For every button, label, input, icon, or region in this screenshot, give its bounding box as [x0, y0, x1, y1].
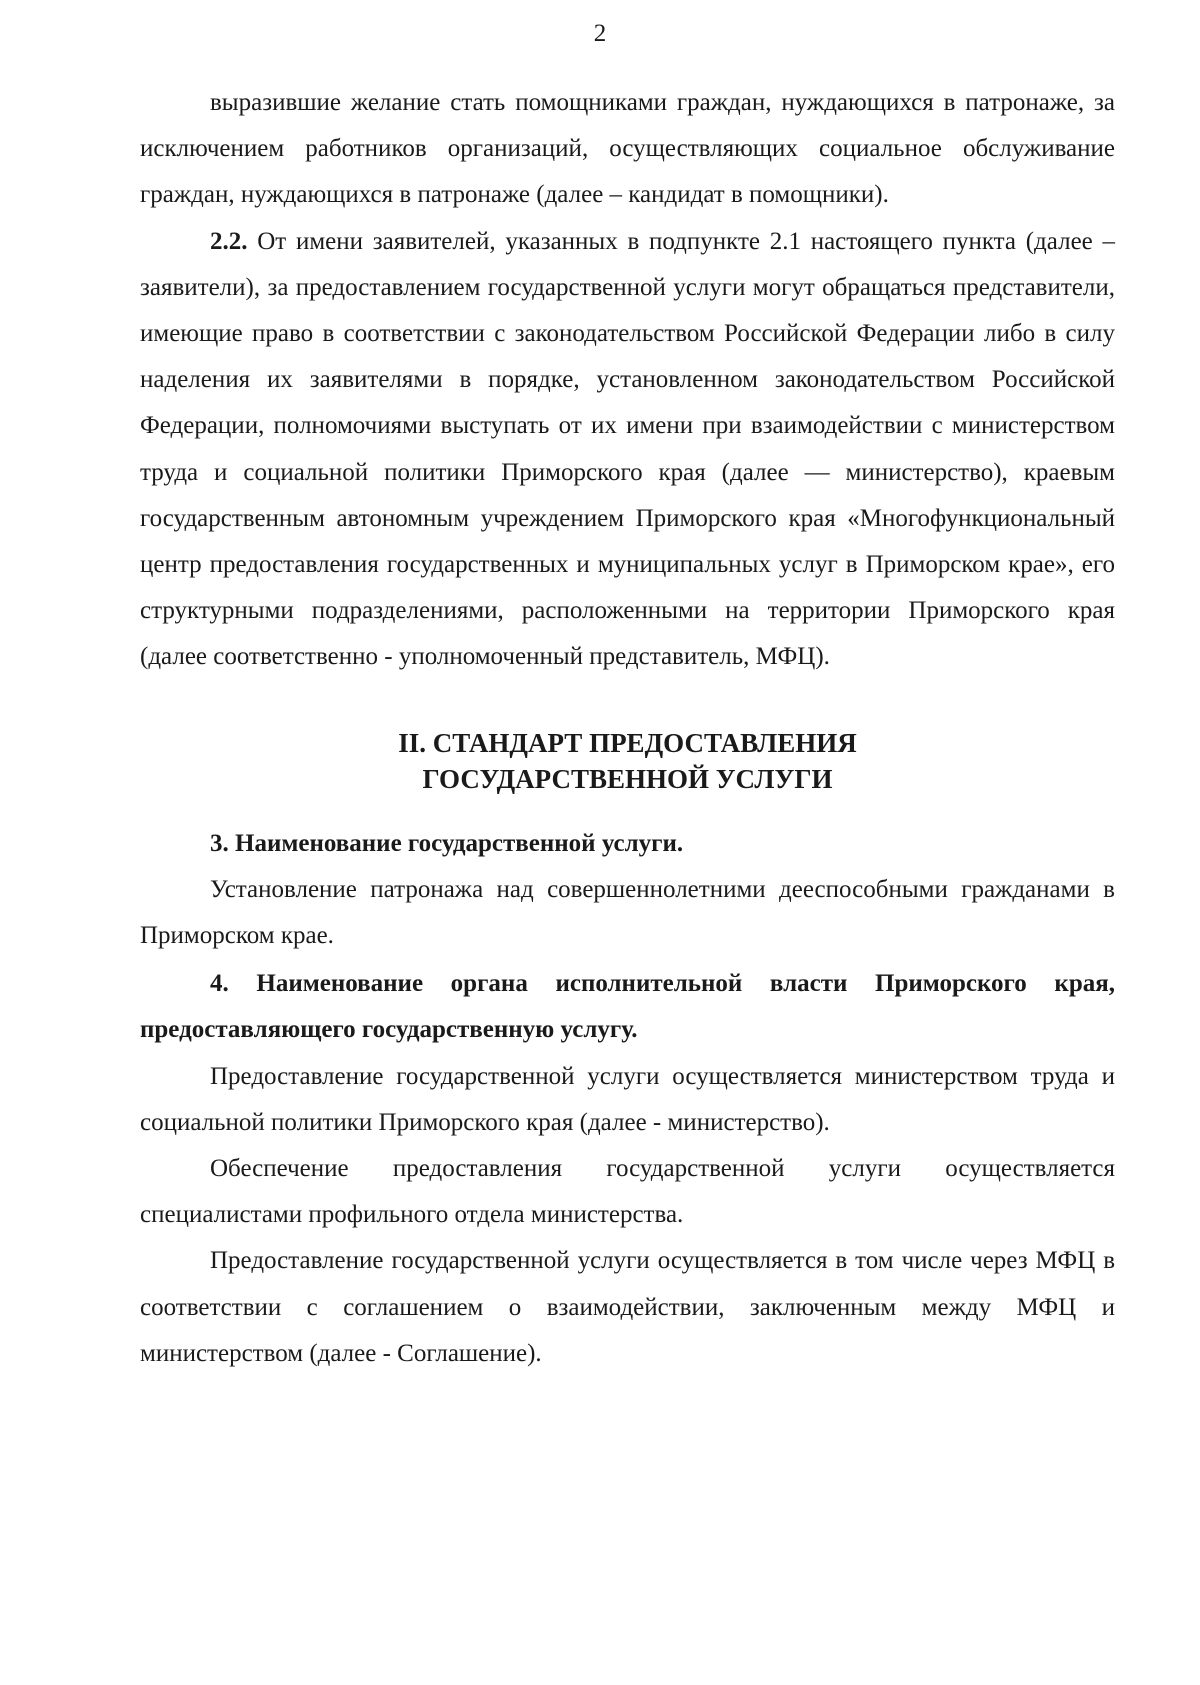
item-4-text-b: Обеспечение предоставления государственной услуги осуществляется специалистами профильного отдела министерства. — [140, 1155, 1115, 1229]
section-heading-line-1: II. СТАНДАРТ ПРЕДОСТАВЛЕНИЯ — [398, 727, 857, 758]
paragraph-candidate-helper: выразившие желание стать помощниками граждан, нуждающихся в патронаже, за исключением работников организаций, осуществляющих социальное обслуживание граждан, нуждающихся в патронаже (далее – кандидат в помощники). — [140, 89, 1115, 209]
section-heading — [140, 725, 1115, 797]
document-body — [140, 80, 1115, 1377]
item-4-text-a: Предоставление государственной услуги осуществляется министерством труда и социальной политики Приморского края (далее - министерство). — [140, 1062, 1115, 1136]
section-heading-line-2: ГОСУДАРСТВЕННОЙ УСЛУГИ — [422, 763, 833, 794]
item-3-heading: 3. Наименование государственной услуги. — [210, 829, 684, 857]
paragraph-number: 2.2. — [210, 227, 248, 255]
page-number: 2 — [593, 20, 607, 47]
paragraph-2-2 — [140, 219, 1115, 681]
item-4-text-c: Предоставление государственной услуги осуществляется в том числе через МФЦ в соответствии с соглашением о взаимодействии, заключенным между МФЦ и министерством (далее - Соглашение). — [140, 1247, 1115, 1367]
item-4-heading: 4. Наименование органа исполнительной власти Приморского края, предоставляющего государственную услугу. — [140, 970, 1115, 1044]
item-3-text: Установление патронажа над совершеннолетними дееспособными гражданами в Приморском крае. — [140, 875, 1115, 950]
paragraph-text: От имени заявителей, указанных в подпункте 2.1 настоящего пункта (далее – заявители), за предоставлением государственной услуги могут обращаться представители, имеющие право в соответствии с законодательством Российской Федерации либо в силу наделения их заявителями в порядке, установленном законодательством Российской Федерации, полномочиями выступать от их имени при взаимодействии с министерством труда и социальной политики Приморского края (далее — министерство), краевым государственным автономным учреждением Приморского края «Многофункциональный центр предоставления государственных и муниципальных услуг в Приморском крае», его структурными подразделениями, расположенными на территории Приморского края (далее соответственно - уполномоченный представитель, МФЦ). — [140, 227, 1115, 671]
